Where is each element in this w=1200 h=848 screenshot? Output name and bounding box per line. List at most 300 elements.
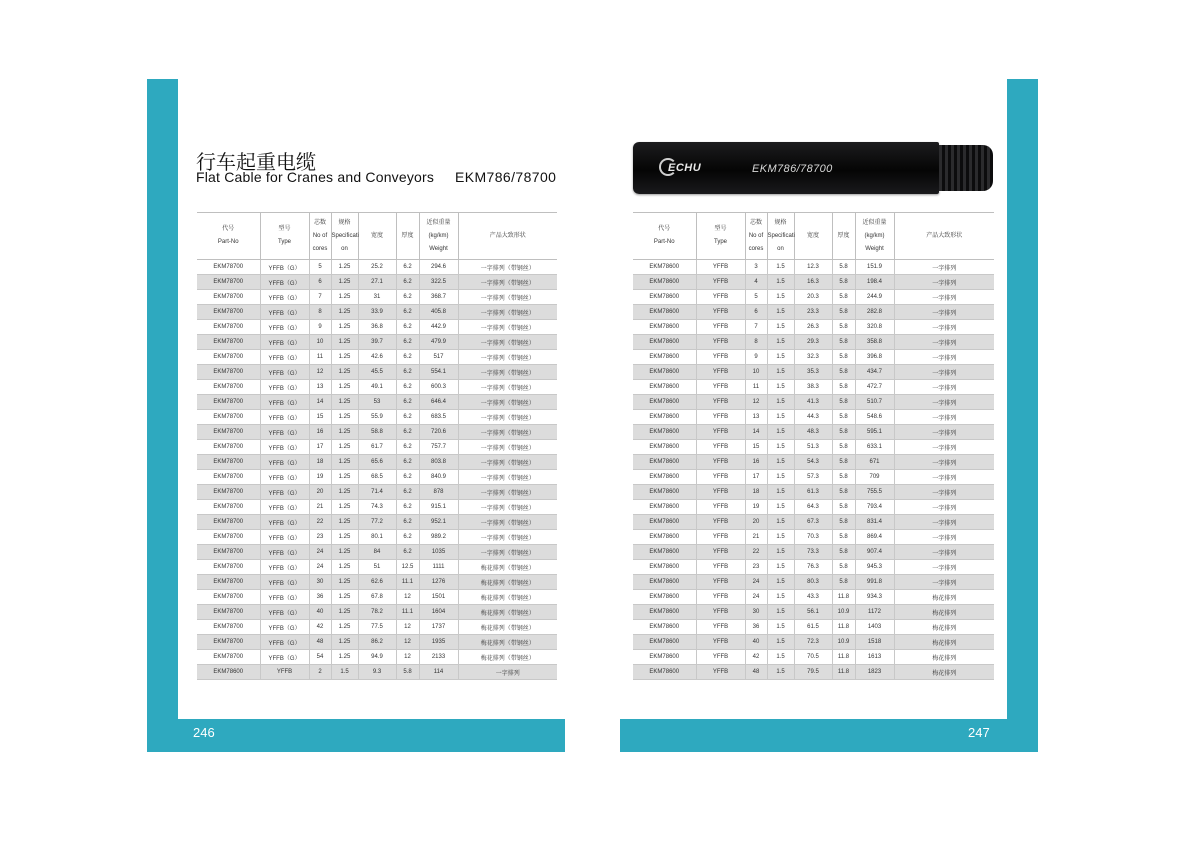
cell-spec: 1.25 (331, 650, 358, 665)
cell-type: YFFB (696, 290, 745, 305)
cell-width: 12.3 (794, 260, 832, 275)
header-specification: 规格 Specificati on (331, 213, 358, 260)
cell-cores: 42 (309, 620, 331, 635)
table-row (197, 335, 557, 350)
cell-cores: 6 (309, 275, 331, 290)
cell-spec: 1.5 (767, 650, 794, 665)
cell-thickness: 5.8 (832, 425, 855, 440)
cell-shape: 一字排列（带钢丝） (458, 500, 557, 515)
cell-cores: 10 (309, 335, 331, 350)
cell-spec: 1.25 (331, 440, 358, 455)
cell-thickness: 6.2 (396, 425, 419, 440)
cell-thickness: 5.8 (832, 575, 855, 590)
right-spec-table (633, 212, 994, 680)
cell-part-no: EKM78700 (197, 320, 260, 335)
cell-part-no: EKM78700 (197, 410, 260, 425)
cell-spec: 1.25 (331, 590, 358, 605)
table-row (197, 275, 557, 290)
cell-type: YFFB（G） (260, 515, 309, 530)
cell-part-no: EKM78600 (633, 470, 696, 485)
cell-part-no: EKM78700 (197, 500, 260, 515)
cell-thickness: 12 (396, 590, 419, 605)
cell-type: YFFB (696, 380, 745, 395)
table-row (633, 380, 994, 395)
cell-thickness: 12 (396, 635, 419, 650)
cell-shape: 一字排列 (894, 500, 994, 515)
cell-cores: 30 (745, 605, 767, 620)
cell-spec: 1.25 (331, 515, 358, 530)
cell-cores: 7 (309, 290, 331, 305)
cell-shape: 一字排列 (894, 530, 994, 545)
cell-type: YFFB (696, 665, 745, 680)
cable-logo: ECHU (668, 162, 702, 174)
cell-width: 78.2 (358, 605, 396, 620)
cell-shape: 一字排列（带钢丝） (458, 290, 557, 305)
cell-shape: 梅花排列（带钢丝） (458, 650, 557, 665)
table-row (197, 260, 557, 275)
cell-width: 51.3 (794, 440, 832, 455)
cell-part-no: EKM78600 (633, 395, 696, 410)
cell-spec: 1.5 (767, 320, 794, 335)
cell-weight: 244.9 (855, 290, 894, 305)
cell-cores: 18 (309, 455, 331, 470)
header-thickness: 厚度 (832, 213, 855, 260)
cell-shape: 梅花排列 (894, 590, 994, 605)
cell-width: 61.7 (358, 440, 396, 455)
cell-cores: 8 (745, 335, 767, 350)
cell-width: 70.5 (794, 650, 832, 665)
cell-cores: 3 (745, 260, 767, 275)
cell-width: 9.3 (358, 665, 396, 680)
cell-weight: 510.7 (855, 395, 894, 410)
cell-spec: 1.5 (767, 380, 794, 395)
cell-weight: 633.1 (855, 440, 894, 455)
cell-part-no: EKM78600 (633, 260, 696, 275)
table-header-row (633, 213, 994, 260)
table-row (197, 605, 557, 620)
cell-part-no: EKM78600 (633, 305, 696, 320)
cell-spec: 1.5 (767, 560, 794, 575)
cell-spec: 1.5 (767, 590, 794, 605)
cell-weight: 952.1 (419, 515, 458, 530)
cell-spec: 1.25 (331, 395, 358, 410)
cell-type: YFFB（G） (260, 530, 309, 545)
cell-width: 31 (358, 290, 396, 305)
table-row (633, 455, 994, 470)
cell-cores: 16 (745, 455, 767, 470)
cell-shape: 一字排列（带钢丝） (458, 380, 557, 395)
cell-width: 51 (358, 560, 396, 575)
cell-cores: 13 (309, 380, 331, 395)
cell-shape: 一字排列（带钢丝） (458, 410, 557, 425)
cell-cores: 40 (745, 635, 767, 650)
cell-weight: 840.9 (419, 470, 458, 485)
cable-conductor-end (939, 145, 993, 191)
cell-type: YFFB（G） (260, 440, 309, 455)
cell-width: 94.9 (358, 650, 396, 665)
cell-shape: 一字排列 (894, 395, 994, 410)
cell-cores: 2 (309, 665, 331, 680)
cell-shape: 一字排列（带钢丝） (458, 365, 557, 380)
cell-shape: 一字排列 (894, 305, 994, 320)
cell-width: 48.3 (794, 425, 832, 440)
cell-type: YFFB (696, 470, 745, 485)
cell-thickness: 10.9 (832, 605, 855, 620)
cell-spec: 1.5 (767, 365, 794, 380)
page-title-chinese: 行车起重电缆 (196, 150, 316, 174)
cell-type: YFFB（G） (260, 470, 309, 485)
cell-thickness: 6.2 (396, 545, 419, 560)
cell-thickness: 5.8 (832, 410, 855, 425)
cell-thickness: 11.8 (832, 590, 855, 605)
cell-thickness: 6.2 (396, 395, 419, 410)
cell-thickness: 5.8 (832, 530, 855, 545)
cell-thickness: 6.2 (396, 485, 419, 500)
cell-spec: 1.5 (767, 500, 794, 515)
cell-thickness: 5.8 (832, 470, 855, 485)
cell-shape: 一字排列 (894, 290, 994, 305)
cell-weight: 479.9 (419, 335, 458, 350)
cell-cores: 48 (745, 665, 767, 680)
cell-type: YFFB (260, 665, 309, 680)
cell-cores: 15 (745, 440, 767, 455)
table-row (197, 305, 557, 320)
cell-weight: 793.4 (855, 500, 894, 515)
cell-shape: 梅花排列 (894, 665, 994, 680)
cell-weight: 757.7 (419, 440, 458, 455)
left-page-band (147, 79, 178, 752)
cell-weight: 595.1 (855, 425, 894, 440)
cell-spec: 1.25 (331, 380, 358, 395)
cell-type: YFFB（G） (260, 590, 309, 605)
cell-width: 68.5 (358, 470, 396, 485)
cell-thickness: 5.8 (832, 515, 855, 530)
cell-part-no: EKM78700 (197, 620, 260, 635)
cell-shape: 一字排列 (894, 260, 994, 275)
cell-weight: 755.5 (855, 485, 894, 500)
cell-part-no: EKM78700 (197, 515, 260, 530)
table-row (633, 440, 994, 455)
header-width: 宽度 (794, 213, 832, 260)
cell-part-no: EKM78700 (197, 605, 260, 620)
cell-weight: 368.7 (419, 290, 458, 305)
cell-shape: 一字排列 (894, 575, 994, 590)
cell-shape: 一字排列 (458, 665, 557, 680)
cell-spec: 1.5 (767, 275, 794, 290)
cell-spec: 1.25 (331, 545, 358, 560)
cell-cores: 7 (745, 320, 767, 335)
cell-thickness: 6.2 (396, 335, 419, 350)
cell-type: YFFB（G） (260, 305, 309, 320)
cell-spec: 1.5 (767, 620, 794, 635)
table-row (633, 515, 994, 530)
cell-spec: 1.5 (767, 425, 794, 440)
cell-part-no: EKM78600 (633, 560, 696, 575)
cell-width: 39.7 (358, 335, 396, 350)
cell-width: 55.9 (358, 410, 396, 425)
cell-cores: 10 (745, 365, 767, 380)
cell-type: YFFB（G） (260, 350, 309, 365)
left-page-number: 246 (193, 725, 215, 740)
cell-spec: 1.25 (331, 620, 358, 635)
cell-type: YFFB (696, 350, 745, 365)
cell-weight: 1276 (419, 575, 458, 590)
cell-width: 16.3 (794, 275, 832, 290)
cell-thickness: 5.8 (832, 545, 855, 560)
cell-shape: 一字排列（带钢丝） (458, 425, 557, 440)
table-row (633, 410, 994, 425)
cell-width: 61.3 (794, 485, 832, 500)
cell-thickness: 5.8 (832, 395, 855, 410)
header-cores: 芯数 No of cores (745, 213, 767, 260)
cell-cores: 12 (745, 395, 767, 410)
cell-weight: 945.3 (855, 560, 894, 575)
cell-weight: 1111 (419, 560, 458, 575)
cell-spec: 1.5 (767, 470, 794, 485)
cell-part-no: EKM78700 (197, 290, 260, 305)
cell-weight: 1823 (855, 665, 894, 680)
cell-width: 20.3 (794, 290, 832, 305)
cell-part-no: EKM78600 (633, 335, 696, 350)
cell-weight: 646.4 (419, 395, 458, 410)
table-row (197, 635, 557, 650)
cell-spec: 1.5 (767, 395, 794, 410)
cell-shape: 一字排列 (894, 410, 994, 425)
cell-thickness: 12 (396, 650, 419, 665)
header-shape: 产品大致形状 (894, 213, 994, 260)
table-row (197, 485, 557, 500)
cell-thickness: 5.8 (832, 560, 855, 575)
cell-type: YFFB (696, 455, 745, 470)
cell-cores: 16 (309, 425, 331, 440)
cell-type: YFFB（G） (260, 575, 309, 590)
cell-thickness: 5.8 (832, 320, 855, 335)
table-row (197, 365, 557, 380)
cell-type: YFFB（G） (260, 650, 309, 665)
cell-cores: 19 (745, 500, 767, 515)
cell-width: 61.5 (794, 620, 832, 635)
table-row (633, 260, 994, 275)
cell-spec: 1.25 (331, 605, 358, 620)
cell-cores: 17 (745, 470, 767, 485)
cell-width: 71.4 (358, 485, 396, 500)
cell-weight: 869.4 (855, 530, 894, 545)
cell-part-no: EKM78600 (633, 530, 696, 545)
cable-print-model: EKM786/78700 (752, 163, 833, 175)
cell-width: 72.3 (794, 635, 832, 650)
cell-cores: 42 (745, 650, 767, 665)
cell-shape: 梅花排列 (894, 605, 994, 620)
cell-thickness: 11.1 (396, 605, 419, 620)
cell-thickness: 5.8 (832, 500, 855, 515)
cell-type: YFFB（G） (260, 545, 309, 560)
cell-part-no: EKM78600 (633, 350, 696, 365)
header-thickness: 厚度 (396, 213, 419, 260)
cell-part-no: EKM78700 (197, 350, 260, 365)
cell-width: 35.3 (794, 365, 832, 380)
cell-spec: 1.25 (331, 290, 358, 305)
cell-width: 80.3 (794, 575, 832, 590)
cell-part-no: EKM78700 (197, 545, 260, 560)
cell-cores: 24 (745, 590, 767, 605)
cell-part-no: EKM78600 (633, 290, 696, 305)
header-part-no: 代号 Part-No (197, 213, 260, 260)
cell-part-no: EKM78700 (197, 590, 260, 605)
cell-spec: 1.25 (331, 365, 358, 380)
cell-part-no: EKM78600 (633, 380, 696, 395)
cell-part-no: EKM78600 (197, 665, 260, 680)
cell-cores: 9 (745, 350, 767, 365)
cell-part-no: EKM78600 (633, 440, 696, 455)
cell-spec: 1.25 (331, 575, 358, 590)
cell-weight: 1518 (855, 635, 894, 650)
cell-spec: 1.25 (331, 260, 358, 275)
cell-cores: 22 (745, 545, 767, 560)
table-row (197, 575, 557, 590)
cell-cores: 18 (745, 485, 767, 500)
cell-width: 36.8 (358, 320, 396, 335)
table-row (633, 290, 994, 305)
cell-shape: 一字排列（带钢丝） (458, 305, 557, 320)
header-part-no: 代号 Part-No (633, 213, 696, 260)
cell-width: 41.3 (794, 395, 832, 410)
cell-spec: 1.5 (767, 665, 794, 680)
cell-weight: 907.4 (855, 545, 894, 560)
cell-shape: 一字排列（带钢丝） (458, 275, 557, 290)
left-spec-table (197, 212, 557, 680)
table-row (197, 455, 557, 470)
cell-type: YFFB (696, 410, 745, 425)
cell-type: YFFB (696, 530, 745, 545)
cell-part-no: EKM78700 (197, 650, 260, 665)
cell-part-no: EKM78700 (197, 305, 260, 320)
cell-part-no: EKM78700 (197, 560, 260, 575)
table-row (197, 665, 557, 680)
cell-type: YFFB (696, 440, 745, 455)
table-row (633, 335, 994, 350)
page-title-english: Flat Cable for Cranes and Conveyors (196, 169, 435, 185)
cell-spec: 1.5 (767, 335, 794, 350)
cell-shape: 一字排列 (894, 380, 994, 395)
cell-cores: 20 (309, 485, 331, 500)
cell-width: 44.3 (794, 410, 832, 425)
cell-weight: 358.8 (855, 335, 894, 350)
cell-type: YFFB（G） (260, 620, 309, 635)
cell-width: 32.3 (794, 350, 832, 365)
cell-spec: 1.25 (331, 305, 358, 320)
cell-cores: 48 (309, 635, 331, 650)
cell-shape: 一字排列（带钢丝） (458, 455, 557, 470)
cell-weight: 720.6 (419, 425, 458, 440)
cell-type: YFFB（G） (260, 605, 309, 620)
cell-cores: 22 (309, 515, 331, 530)
cell-weight: 683.5 (419, 410, 458, 425)
cell-part-no: EKM78600 (633, 320, 696, 335)
header-width: 宽度 (358, 213, 396, 260)
cell-weight: 151.9 (855, 260, 894, 275)
cell-thickness: 5.8 (832, 350, 855, 365)
cell-thickness: 5.8 (832, 380, 855, 395)
table-row (633, 425, 994, 440)
cell-part-no: EKM78700 (197, 530, 260, 545)
cell-type: YFFB（G） (260, 455, 309, 470)
cell-width: 74.3 (358, 500, 396, 515)
cell-width: 43.3 (794, 590, 832, 605)
cell-thickness: 5.8 (832, 305, 855, 320)
cell-width: 29.3 (794, 335, 832, 350)
cell-thickness: 12 (396, 620, 419, 635)
cell-cores: 11 (745, 380, 767, 395)
cell-thickness: 6.2 (396, 470, 419, 485)
cell-width: 67.3 (794, 515, 832, 530)
cell-weight: 1613 (855, 650, 894, 665)
cell-shape: 一字排列 (894, 440, 994, 455)
cell-shape: 一字排列（带钢丝） (458, 470, 557, 485)
cell-thickness: 5.8 (832, 365, 855, 380)
cell-type: YFFB (696, 500, 745, 515)
header-shape: 产品大致形状 (458, 213, 557, 260)
cell-thickness: 5.8 (396, 665, 419, 680)
cell-weight: 472.7 (855, 380, 894, 395)
cell-cores: 36 (309, 590, 331, 605)
table-header-row (197, 213, 557, 260)
cell-cores: 12 (309, 365, 331, 380)
cell-spec: 1.25 (331, 455, 358, 470)
header-type: 型号 Type (260, 213, 309, 260)
cell-weight: 114 (419, 665, 458, 680)
cell-shape: 梅花排列（带钢丝） (458, 560, 557, 575)
cell-width: 73.3 (794, 545, 832, 560)
cell-cores: 36 (745, 620, 767, 635)
cell-type: YFFB (696, 620, 745, 635)
cell-type: YFFB (696, 575, 745, 590)
header-type: 型号 Type (696, 213, 745, 260)
table-row (633, 545, 994, 560)
cell-weight: 1403 (855, 620, 894, 635)
cell-thickness: 5.8 (832, 290, 855, 305)
cell-shape: 一字排列 (894, 275, 994, 290)
cell-cores: 8 (309, 305, 331, 320)
cell-width: 67.8 (358, 590, 396, 605)
cell-width: 84 (358, 545, 396, 560)
page-title-model: EKM786/78700 (455, 169, 557, 185)
cell-shape: 一字排列（带钢丝） (458, 395, 557, 410)
cell-shape: 一字排列 (894, 425, 994, 440)
cell-cores: 24 (745, 575, 767, 590)
cell-type: YFFB (696, 590, 745, 605)
cell-shape: 一字排列 (894, 545, 994, 560)
cell-type: YFFB（G） (260, 260, 309, 275)
cell-shape: 一字排列（带钢丝） (458, 515, 557, 530)
cell-part-no: EKM78700 (197, 455, 260, 470)
cell-weight: 991.8 (855, 575, 894, 590)
cell-type: YFFB（G） (260, 275, 309, 290)
header-cores: 芯数 No of cores (309, 213, 331, 260)
table-row (633, 500, 994, 515)
cell-spec: 1.25 (331, 635, 358, 650)
cell-part-no: EKM78600 (633, 590, 696, 605)
right-page-band (1007, 79, 1038, 752)
cell-shape: 梅花排列 (894, 635, 994, 650)
cell-shape: 一字排列 (894, 350, 994, 365)
cell-part-no: EKM78700 (197, 440, 260, 455)
cell-width: 45.5 (358, 365, 396, 380)
cell-part-no: EKM78700 (197, 485, 260, 500)
cell-type: YFFB（G） (260, 560, 309, 575)
cell-width: 27.1 (358, 275, 396, 290)
cell-weight: 1935 (419, 635, 458, 650)
cell-weight: 878 (419, 485, 458, 500)
